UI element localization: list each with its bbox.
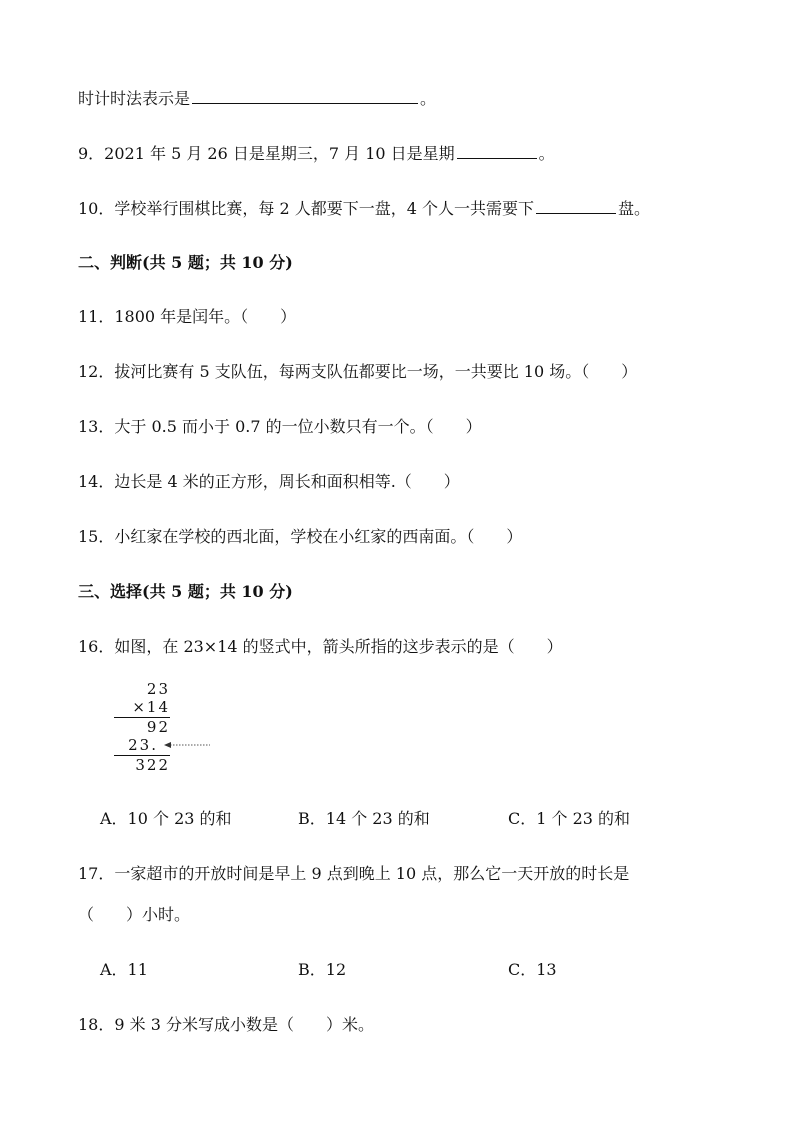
question-17: 17．一家超市的开放时间是早上 9 点到晚上 10 点，那么它一天开放的时长是 [78,864,630,883]
question-18: 18．9 米 3 分米写成小数是（ ）米。 [78,1015,374,1034]
question-10-end: 盘。 [617,199,650,218]
question-8-tail [78,87,754,110]
question-10 [78,197,754,220]
dotted-arrow-icon [164,741,210,749]
option-a[interactable]: A．10 个 23 的和 [100,809,232,828]
question-11: 11．1800 年是闰年。（ ） [78,307,297,326]
figure-row-2: ×14 [132,698,170,716]
question-8-text: 时计时法表示是 [78,89,191,108]
answer-blank[interactable] [536,197,616,214]
answer-blank[interactable] [192,87,418,104]
figure-row-5: 322 [135,756,170,774]
question-9-text: 9．2021 年 5 月 26 日是星期三，7 月 10 日是星期 [78,144,455,163]
figure-row-4: 23. [128,736,158,754]
answer-blank[interactable] [457,142,537,159]
question-14: 14．边长是 4 米的正方形，周长和面积相等.（ ） [78,472,460,491]
question-13: 13．大于 0.5 而小于 0.7 的一位小数只有一个。（ ） [78,417,482,436]
section-3-title: 三、选择(共 5 题；共 10 分) [78,582,293,601]
option-c[interactable]: C．1 个 23 的和 [508,809,631,828]
option-c[interactable]: C．13 [508,960,557,979]
question-12: 12．拔河比赛有 5 支队伍，每两支队伍都要比一场，一共要比 10 场。（ ） [78,362,638,381]
option-b[interactable]: B．12 [298,960,347,979]
question-15: 15．小红家在学校的西北面，学校在小红家的西南面。（ ） [78,527,523,546]
option-b[interactable]: B．14 个 23 的和 [298,809,430,828]
question-9 [78,142,754,165]
option-a[interactable]: A．11 [100,960,148,979]
question-9-end: 。 [538,144,555,163]
question-8-end: 。 [420,89,437,108]
question-10-text: 10．学校举行围棋比赛，每 2 人都要下一盘，4 个人一共需要下 [78,199,534,218]
question-16: 16．如图，在 23×14 的竖式中，箭头所指的这步表示的是（ ） [78,637,563,656]
vertical-multiplication-figure [110,680,210,780]
section-2-title: 二、判断(共 5 题；共 10 分) [78,253,293,272]
question-17-line-2: （ ）小时。 [78,905,191,924]
figure-row-3: 92 [146,718,170,736]
figure-row-1: 23 [146,680,170,698]
